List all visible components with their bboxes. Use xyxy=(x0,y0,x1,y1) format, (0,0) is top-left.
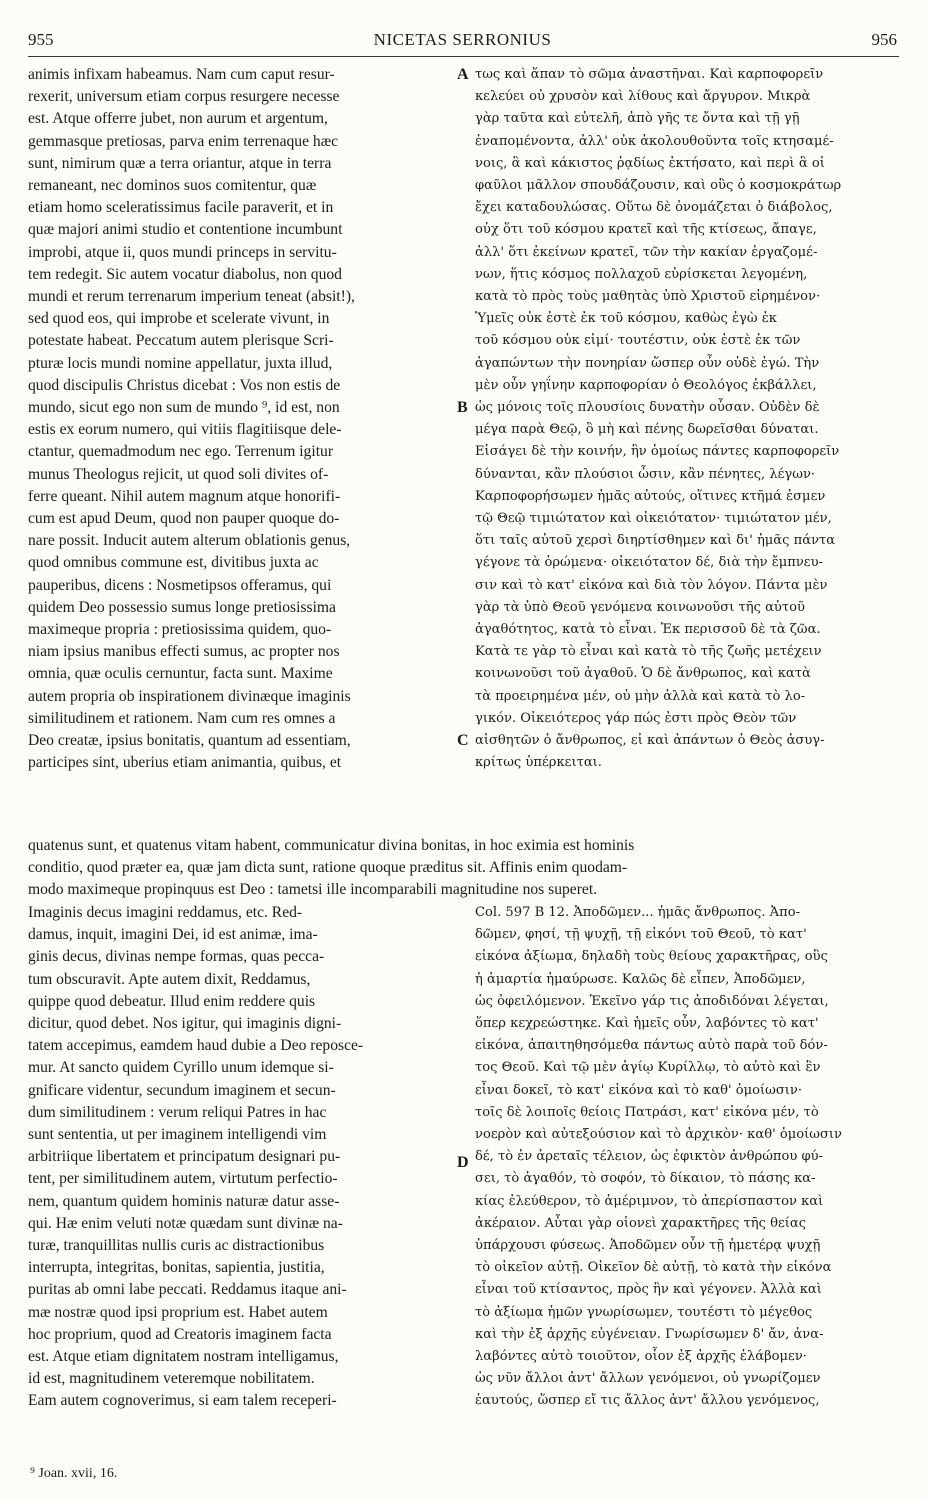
text-line: εἰκόνα ἀξίωμα, δηλαδὴ τοὺς θείους χαρακτῆρας, οὓς xyxy=(475,949,828,965)
margin-letter-b: B xyxy=(457,399,468,416)
text-line: κίας ἐλεύθερον, τὸ ἀμέριμνον, τὸ ἀπερίσπαστον καὶ xyxy=(475,1193,824,1209)
text-line: munus Theologus rejicit, ut quod soli divites of- xyxy=(28,465,329,483)
text-line: αἰσθητῶν ὁ ἄνθρωπος, εἰ καὶ ἁπάντων ὁ Θεὸς ἀσυγ- xyxy=(475,733,825,749)
text-line: μὲν οὖν γηΐνην καρποφορίαν ὁ Θεολόγος ἐκβάλλει, xyxy=(475,377,817,393)
greek-column-top xyxy=(475,64,903,775)
text-line: ἀκέραιον. Αὗται γὰρ οἱονεὶ χαρακτῆρες τῆς θείας xyxy=(475,1215,807,1231)
text-line: δέ, τὸ ἐν ἀρεταῖς τέλειον, ὡς ἐφικτὸν ἀνθρώπου φύ- xyxy=(475,1149,824,1165)
text-line: εἰκόνα, ἀπαιτηθησόμεθα πάντως αὐτὸ παρὰ τοῦ δόν- xyxy=(475,1038,828,1054)
text-line: κοινωνοῦσι τοῦ ἀγαθοῦ. Ὁ δὲ ἄνθρωπος, καὶ κατὰ xyxy=(475,666,811,682)
text-line: Κατὰ τε γὰρ τὸ εἶναι καὶ κατὰ τὸ τῆς ζωῆς μετέχειν xyxy=(475,644,822,660)
text-line: εἶναι τοῦ κτίσαντος, πρὸς ἣν καὶ γέγονεν. Ἀλλὰ καὶ xyxy=(475,1282,822,1298)
latin-column-top xyxy=(28,64,454,775)
text-line: ginis decus, divinas nempe formas, quas pecca- xyxy=(28,948,325,966)
text-line: nare possit. Inducit autem alterum oblationis genus, xyxy=(28,532,351,550)
text-line: sed quod eos, qui improbe et scelerate vivunt, in xyxy=(28,310,330,328)
text-line: φαῦλοι μᾶλλον σπουδάζουσιν, καὶ οὓς ὁ κοσμοκράτωρ xyxy=(475,178,842,194)
text-line: quatenus sunt, et quatenus vitam habent, communicatur divina bonitas, in hoc eximia est hominis xyxy=(28,837,635,854)
text-line: turæ, tranquillitas nullis curis ac distractionibus xyxy=(28,1237,325,1255)
text-line: κελεύει οὐ χρυσὸν καὶ λίθους καὶ ἄργυρον. Μικρὰ xyxy=(475,89,811,105)
text-line: dicitur, quod debet. Nos igitur, qui imaginis digni- xyxy=(28,1015,342,1033)
text-line: est. Atque offerre jubet, non aurum et argentum, xyxy=(28,110,328,128)
header-rule xyxy=(28,56,899,57)
text-line: ctantur, quemadmodum nec ego. Terrenum igitur xyxy=(28,443,334,461)
text-line: est. Atque etiam dignitatem nostram intelligamus, xyxy=(28,1348,339,1366)
text-line: conditio, quod præter ea, quæ jam dicta sunt, ratione quoque præditus sit. Affinis enim quodam- xyxy=(28,859,628,877)
text-line: ὡς ὀφειλόμενον. Ἐκεῖνο γάρ τις ἀποδιδόναι λέγεται, xyxy=(475,993,829,1009)
text-line: σιν καὶ τὸ κατ' εἰκόνα καὶ διὰ τὸν λόγον. Πάντα μὲν xyxy=(475,577,828,593)
text-line: omnia, quæ oculis cernuntur, facta sunt. Maxime xyxy=(28,665,333,683)
text-line: pturæ locis mundi nomine appellatur, juxta illud, xyxy=(28,354,333,372)
text-line: δῶμεν, φησί, τῇ ψυχῇ, τῇ εἰκόνι τοῦ Θεοῦ, τὸ κατ' xyxy=(475,927,807,943)
text-line: qui. Hæ enim veluti notæ quædam sunt divinæ na- xyxy=(28,1214,343,1232)
text-line: nem, quantum quidem hominis naturæ datur asse- xyxy=(28,1192,340,1210)
text-line: quod omnibus commune est, divitibus juxta ac xyxy=(28,554,319,572)
page-number-left: 955 xyxy=(28,30,54,49)
text-line: gnificare videntur, secundum imaginem et secun- xyxy=(28,1081,336,1099)
running-title: NICETAS SERRONIUS xyxy=(373,30,552,49)
text-line: ὅπερ κεχρεώστηκε. Καὶ ἡμεῖς οὖν, λαβόντες τὸ κατ' xyxy=(475,1016,819,1032)
text-line: cum est apud Deum, quod non pauper quoque do- xyxy=(28,510,340,528)
text-line: γέγονε τὰ ὁρώμενα· οἰκειότατον δέ, διὰ τὴν ἔμπνευ- xyxy=(475,555,823,571)
text-line: λαβόντες αὐτὸ τοιοῦτον, οἷον ἐξ ἀρχῆς ἐλάβομεν· xyxy=(475,1349,807,1365)
text-line: potestate habeat. Peccatum autem plerisque Scri- xyxy=(28,332,334,350)
text-line: quippe quod debeatur. Illud enim reddere quis xyxy=(28,992,316,1010)
text-line: εἶναι δοκεῖ, τὸ κατ' εἰκόνα καὶ τὸ καθ' ὁμοίωσιν· xyxy=(475,1082,803,1098)
text-line: ἀγαθότητος, κατὰ τὸ εἶναι. Ἐκ περισσοῦ δὲ τὰ ζῶα. xyxy=(475,622,821,638)
text-line: sunt sententia, ut per imaginem intelligendi vim xyxy=(28,1126,327,1144)
text-line: similitudinem et rationem. Nam cum res omnes a xyxy=(28,709,336,727)
text-line: οὐχ ὅτι τοῦ κόσμου κρατεῖ καὶ τῆς κτίσεως, ἄπαγε, xyxy=(475,222,817,238)
text-line: νοερὸν καὶ αὐτεξούσιον καὶ τὸ ἀρχικὸν· καθ' ὁμοίωσιν xyxy=(475,1127,842,1143)
text-line: hoc proprium, quod ad Creatoris imaginem facta xyxy=(28,1325,332,1343)
text-line: ἔχει καταδουλώσας. Οὕτω δὲ ὀνομάζεται ὁ διάβολος, xyxy=(475,200,833,216)
text-line: autem propria ob inspirationem divinæque imaginis xyxy=(28,687,351,705)
full-width-text xyxy=(28,835,903,902)
margin-letter-a: A xyxy=(457,66,469,83)
footnote: ⁹ Joan. xvii, 16. xyxy=(30,1466,118,1481)
text-line: improbi, atque ii, quos mundi princeps in servitu- xyxy=(28,243,337,261)
running-header xyxy=(28,30,897,56)
text-line: Εἰσάγει δὲ τὴν κοινήν, ἣν ὁμοίως πάντες καρποφορεῖν xyxy=(475,444,840,460)
text-line: γικόν. Οἰκειότερος γάρ πώς ἐστι πρὸς Θεὸν τῶν xyxy=(475,710,797,726)
text-line: tem redegit. Sic autem vocatur diabolus, non quod xyxy=(28,265,342,283)
text-line: etiam homo sceleratissimus facile paraverit, et in xyxy=(28,199,334,217)
text-line: ἑαυτούς, ὥσπερ εἴ τις ἄλλος ἀντ' ἄλλου γενόμενος, xyxy=(475,1393,820,1409)
text-line: mundi et rerum terrenarum imperium teneat (absit!), xyxy=(28,288,355,306)
text-line: μέγα παρὰ Θεῷ, ὃ μὴ καὶ πένης δωρεῖσθαι δύναται. xyxy=(475,422,819,438)
text-line: quod discipulis Christus dicebat : Vos non estis de xyxy=(28,376,341,394)
page-number-right: 956 xyxy=(871,30,897,49)
text-line: Καρποφορήσωμεν ἡμᾶς αὐτούς, οἵτινες κτῆμά ἐσμεν xyxy=(475,488,826,504)
text-line: maximeque propria : pretiosissima quidem, quo- xyxy=(28,621,332,639)
text-line: τοῦ κόσμου οὐκ εἰμί· τουτέστιν, οὐκ ἐστὲ ἐκ τῶν xyxy=(475,333,801,349)
text-line: τως καὶ ἅπαν τὸ σῶμα ἀναστῆναι. Καὶ καρποφορεῖν xyxy=(475,67,824,82)
text-line: mur. At sancto quidem Cyrillo unum idemque si- xyxy=(28,1059,334,1077)
text-line: ἐναπομένοντα, ἀλλ' οὐκ ἀκολουθοῦντα τοῖς κτησαμέ- xyxy=(475,133,834,149)
text-line: participes sint, uberius etiam animantia, quibus, et xyxy=(28,754,342,772)
text-line: ferre queant. Nihil autem magnum atque honorifi- xyxy=(28,487,341,505)
text-line: καὶ τὴν ἐξ ἀρχῆς εὐγένειαν. Γνωρίσωμεν δ' ἄν, ἀνα- xyxy=(475,1326,824,1342)
text-line: arbitriique libertatem et principatum designari pu- xyxy=(28,1148,341,1166)
text-line: id est, magnitudinem veteremque nobilitatem. xyxy=(28,1370,315,1388)
text-line: niam ipsius manibus effecti sumus, ac propter nos xyxy=(28,643,340,661)
text-line: estis ex eorum numero, qui vitiis flagitiisque dele- xyxy=(28,421,342,439)
text-line: Deo creatæ, ipsius bonitatis, quantum ad essentiam, xyxy=(28,732,351,750)
greek-column-bottom xyxy=(475,902,903,1413)
text-line: τὸ οἰκεῖον αὐτῇ. Οἰκεῖον δὲ αὐτῇ, τὸ κατὰ τὴν εἰκόνα xyxy=(475,1260,832,1276)
text-line: δύνανται, κἂν πλούσιοι ὦσιν, κἂν πένητες, λέγων· xyxy=(475,466,816,482)
text-line: tum obscuravit. Apte autem dixit, Reddamus, xyxy=(28,970,311,988)
text-line: τος Θεοῦ. Καὶ τῷ μὲν ἁγίῳ Κυρίλλῳ, τὸ αὐτὸ καὶ ἓν xyxy=(475,1060,821,1076)
text-line: rexerit, universum etiam corpus resurgere necesse xyxy=(28,88,340,106)
text-line: puritas ab omni labe peccati. Reddamus itaque ani- xyxy=(28,1281,347,1299)
text-line: Imaginis decus imagini reddamus, etc. Red- xyxy=(28,904,303,921)
text-line: τὰ προειρημένα μέν, οὐ μὴν ἀλλὰ καὶ κατὰ τὸ λο- xyxy=(475,688,806,704)
text-line: modo maximeque propinquus est Deo : tametsi ille incomparabili magnitudine nos superet. xyxy=(28,881,598,899)
text-line: Ὑμεῖς οὐκ ἐστὲ ἐκ τοῦ κόσμου, καθὼς ἐγὼ ἐκ xyxy=(475,311,777,327)
text-line: quidem Deo possessio sumus longe pretiosissima xyxy=(28,598,336,616)
text-line: Eam autem cognoverimus, si eam talem receperi- xyxy=(28,1392,337,1410)
text-line: κρίτως ὑπέρκειται. xyxy=(475,755,602,771)
text-line: animis infixam habeamus. Nam cum caput resur- xyxy=(28,66,335,83)
text-line: ὑπάρχουσι φύσεως. Ἀποδῶμεν οὖν τῇ ἡμετέρᾳ ψυχῇ xyxy=(475,1238,821,1254)
text-line: sunt, nimirum quæ a terra oriantur, atque in terra xyxy=(28,154,332,172)
text-line: ὡς νῦν ἄλλοι ἀντ' ἄλλων γενόμενοι, οὐ γνωρίζομεν xyxy=(475,1371,821,1387)
text-line: damus, inquit, imagini Dei, id est animæ, ima- xyxy=(28,926,318,944)
text-line: γὰρ τὰ ὑπὸ Θεοῦ γενόμενα κοινωνοῦσι τῆς αὐτοῦ xyxy=(475,599,805,615)
text-line: mundo, sicut ego non sum de mundo ⁹, id est, non xyxy=(28,399,340,417)
text-line: gemmasque pretiosas, parva enim terrenaque hæc xyxy=(28,132,339,150)
text-line: pauperibus, dicens : Nosmetipsos offeramus, qui xyxy=(28,576,332,594)
text-line: interrupta, integritas, bonitas, sapientia, justitia, xyxy=(28,1259,325,1277)
text-line: νων, ἥτις κόσμος πολλαχοῦ εὑρίσκεται λεγομένη, xyxy=(475,266,808,282)
text-line: ἡ ἁμαρτία ἠμαύρωσε. Καλῶς δὲ εἶπεν, Ἀποδῶμεν, xyxy=(475,971,806,987)
text-line: νοις, ἃ καὶ κάκιστος ῥᾳδίως ἐκτήσατο, καὶ περὶ ἃ οἱ xyxy=(475,155,825,171)
text-line: τοῖς δὲ λοιποῖς θείοις Πατράσι, κατ' εἰκόνα μέν, τὸ xyxy=(475,1104,819,1120)
text-line: tatem accepimus, eamdem haud dubie a Deo reposce- xyxy=(28,1037,364,1055)
margin-letter-c: C xyxy=(457,732,469,749)
text-line: mæ nostræ quod ipsi proprium est. Habet autem xyxy=(28,1303,328,1321)
text-line: κατὰ τὸ πρὸς τοὺς μαθητὰς ὑπὸ Χριστοῦ εἰρημένον· xyxy=(475,289,821,305)
text-line: quæ majori animi studio et contentione incumbunt xyxy=(28,221,343,239)
text-line: ὅτι ταῖς αὐτοῦ χερσὶ διηρτίσθημεν καὶ δι' ἡμᾶς πάντα xyxy=(475,533,836,549)
text-line: ὡς μόνοις τοῖς πλουσίοις δυνατὴν οὖσαν. Οὐδὲν δὲ xyxy=(475,400,820,416)
margin-letter-d: D xyxy=(457,1154,469,1171)
text-line: τῷ Θεῷ τιμιώτατον καὶ οἰκειότατον· τιμιώτατον μέν, xyxy=(475,511,832,527)
text-line: ἀγαπώντων τὴν πονηρίαν ὥσπερ οὖν οὐδὲ ἐγώ. Τὴν xyxy=(475,355,820,371)
text-line: σει, τὸ ἀγαθόν, τὸ σοφόν, τὸ δίκαιον, τὸ πάσης κα- xyxy=(475,1171,816,1187)
latin-column-bottom xyxy=(28,902,454,1413)
text-line: dum similitudinem : verum reliqui Patres in hac xyxy=(28,1103,327,1121)
text-line: ἀλλ' ὅτι ἐκείνων κρατεῖ, τῶν τὴν κακίαν ἐργαζομέ- xyxy=(475,244,818,260)
text-line: γὰρ ταῦτα καὶ εὐτελῆ, ἀπὸ γῆς τε ὄντα καὶ τῇ γῇ xyxy=(475,111,800,127)
text-line: Col. 597 B 12. Ἀποδῶμεν... ἡμᾶς ἄνθρωπος. Ἀπο- xyxy=(475,905,801,920)
text-line: tent, per similitudinem autem, virtutum perfectio- xyxy=(28,1170,338,1188)
text-line: remaneant, nec dominos suos comitentur, quæ xyxy=(28,177,317,195)
text-line: τὸ ἀξίωμα ἡμῶν γνωρίσωμεν, τουτέστι τὸ μέγεθος xyxy=(475,1304,813,1320)
